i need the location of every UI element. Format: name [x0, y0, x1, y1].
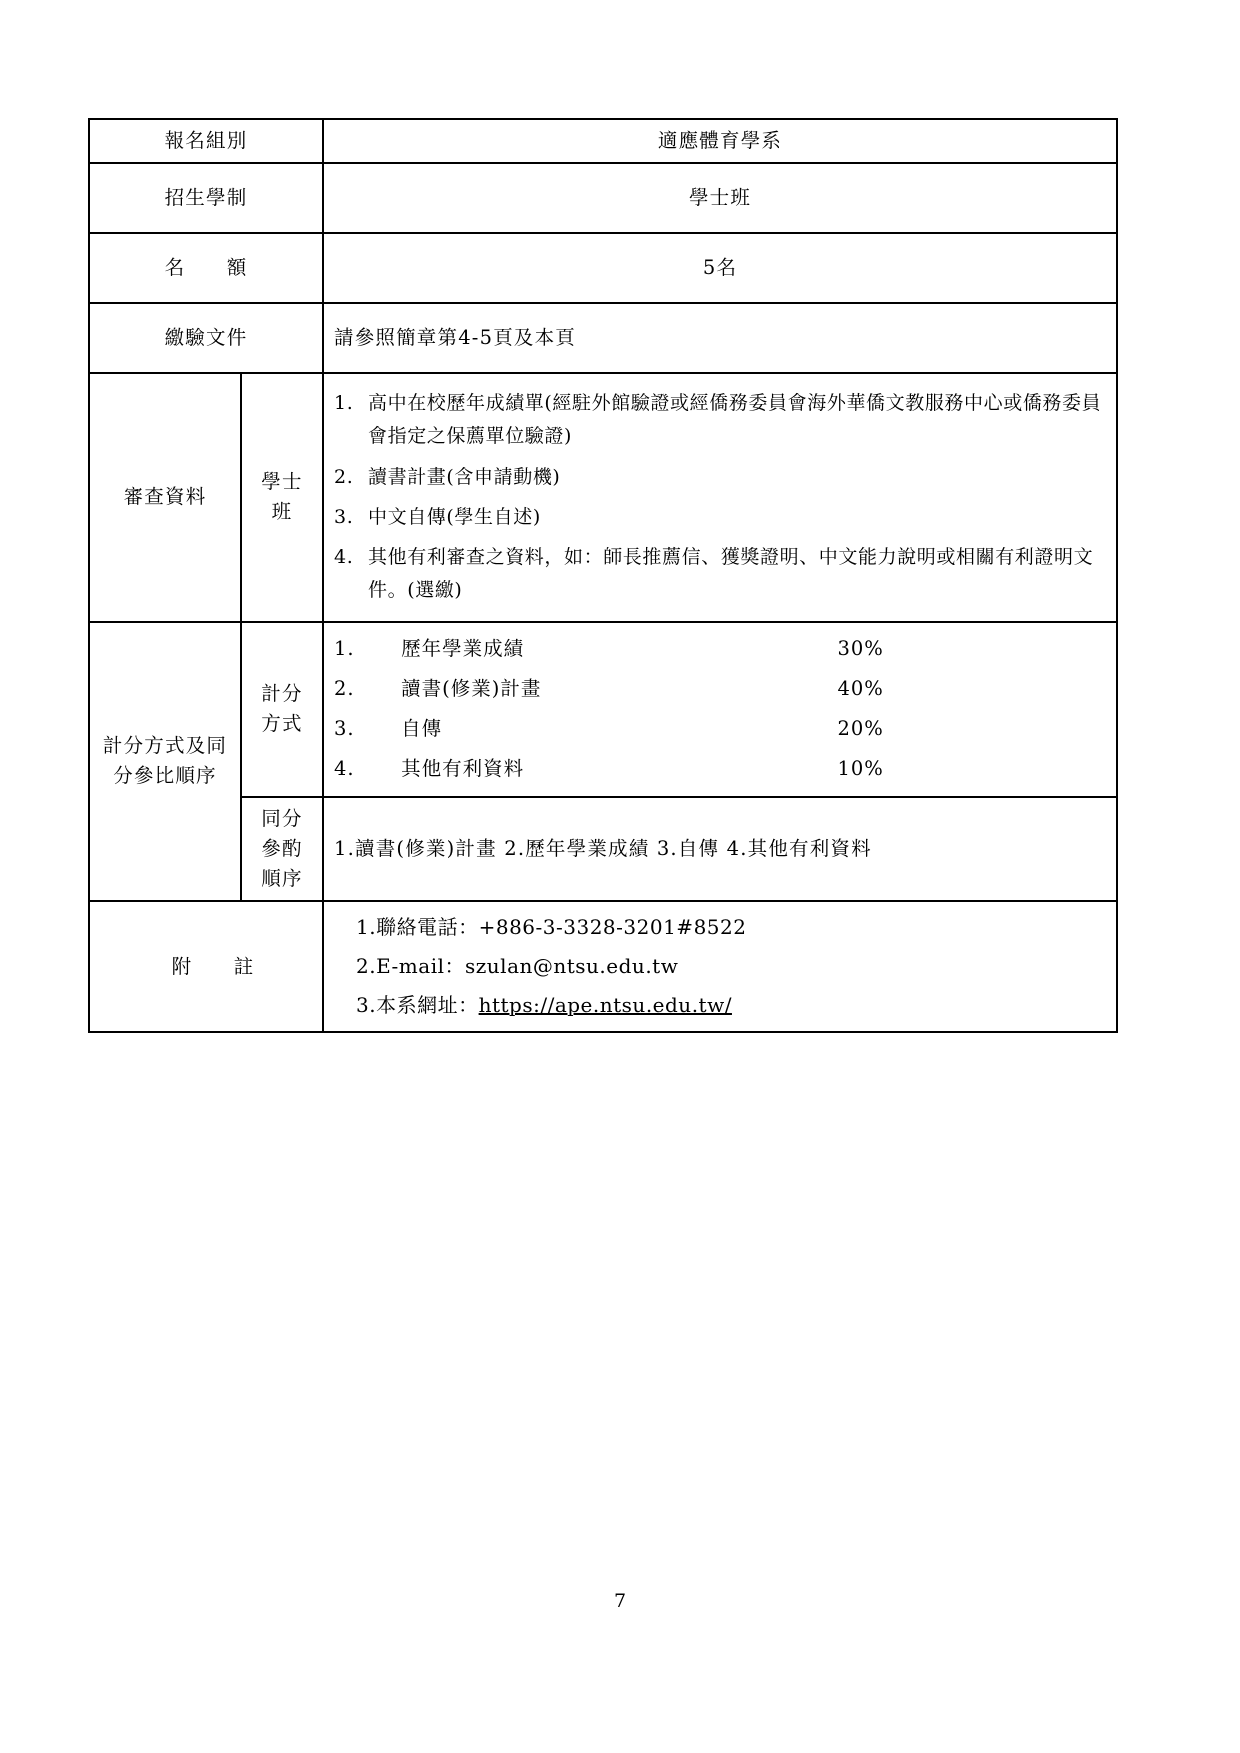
row-value-scoring-method — [323, 622, 1117, 797]
table-row-system — [89, 163, 1117, 233]
table-row-tiebreak-order — [89, 797, 1117, 902]
remark-website-prefix: 3.本系網址： — [356, 993, 479, 1018]
score-item-number: 2. — [334, 676, 355, 700]
row-value-documents: 請參照簡章第4-5頁及本頁 — [323, 303, 1117, 373]
table-row-remarks — [89, 901, 1117, 1032]
table-row — [334, 629, 1106, 669]
row-value-review-materials — [323, 373, 1117, 622]
table-row — [334, 749, 1106, 789]
score-item-number: 4. — [334, 757, 355, 781]
table-row-scoring-method — [89, 622, 1117, 797]
list-item — [334, 461, 1106, 494]
row-label-group: 報名組別 — [89, 119, 323, 163]
table-row-review-materials — [89, 373, 1117, 622]
list-item-text: 其他有利審查之資料，如：師長推薦信、獲獎證明、中文能力說明或相關有利證明文件。(選繳) — [368, 546, 1094, 602]
row-value-tiebreak: 1.讀書(修業)計畫 2.歷年學業成績 3.自傳 4.其他有利資料 — [323, 797, 1117, 902]
score-item-number: 1. — [334, 636, 355, 660]
list-item-number: 4. — [334, 546, 354, 569]
list-item-number: 3. — [334, 505, 354, 528]
row-sublabel-scoring-method: 計分方式 — [241, 622, 323, 797]
list-item-text: 高中在校歷年成績單(經駐外館驗證或經僑務委員會海外華僑文教服務中心或僑務委員會指定之保薦單位驗證) — [368, 392, 1102, 448]
row-value-system: 學士班 — [323, 163, 1117, 233]
table-row — [334, 669, 1106, 709]
row-label-remarks: 附 註 — [89, 901, 323, 1032]
row-value-department-name: 適應體育學系 — [323, 119, 1117, 163]
row-label-system: 招生學制 — [89, 163, 323, 233]
list-item-text: 中文自傳(學生自述) — [368, 505, 541, 528]
page-number: 7 — [613, 1590, 627, 1612]
list-item-number: 2. — [334, 465, 354, 488]
table-row-group — [89, 119, 1117, 163]
list-item — [334, 541, 1106, 608]
list-item — [334, 387, 1106, 454]
scoring-weights-table — [334, 629, 1106, 790]
row-label-quota: 名 額 — [89, 233, 323, 303]
score-item-name: 歷年學業成績 — [401, 636, 525, 660]
row-label-documents: 繳驗文件 — [89, 303, 323, 373]
row-label-scoring: 計分方式及同分參比順序 — [89, 622, 241, 902]
list-item-number: 1. — [334, 392, 354, 415]
admission-info-table-wrapper — [88, 118, 1116, 1033]
department-website-link[interactable]: https://ape.ntsu.edu.tw/ — [478, 993, 732, 1018]
row-sublabel-tiebreak: 同分參酌順序 — [241, 797, 323, 902]
row-sublabel-review-bachelor: 學士班 — [241, 373, 323, 622]
list-item-text: 讀書計畫(含申請動機) — [368, 465, 561, 488]
admission-info-table — [88, 118, 1118, 1033]
table-row-quota — [89, 233, 1117, 303]
score-item-name: 讀書(修業)計畫 — [401, 676, 542, 700]
remarks-list — [334, 908, 1106, 1025]
score-item-weight: 30% — [837, 636, 884, 660]
review-materials-list — [334, 387, 1106, 608]
table-row-documents — [89, 303, 1117, 373]
score-item-weight: 10% — [837, 757, 884, 781]
list-item — [334, 501, 1106, 534]
score-item-weight: 20% — [837, 717, 884, 741]
table-row — [334, 709, 1106, 749]
remark-line-phone: 1.聯絡電話：+886-3-3328-3201#8522 — [356, 915, 747, 940]
row-value-quota: 5名 — [323, 233, 1117, 303]
score-item-weight: 40% — [837, 676, 884, 700]
score-item-name: 其他有利資料 — [401, 757, 525, 781]
remark-line-email: 2.E-mail：szulan@ntsu.edu.tw — [356, 954, 679, 979]
score-item-name: 自傳 — [401, 717, 443, 741]
score-item-number: 3. — [334, 717, 355, 741]
remark-line-website — [356, 986, 1106, 1025]
row-label-review-materials: 審查資料 — [89, 373, 241, 622]
row-value-remarks — [323, 901, 1117, 1032]
